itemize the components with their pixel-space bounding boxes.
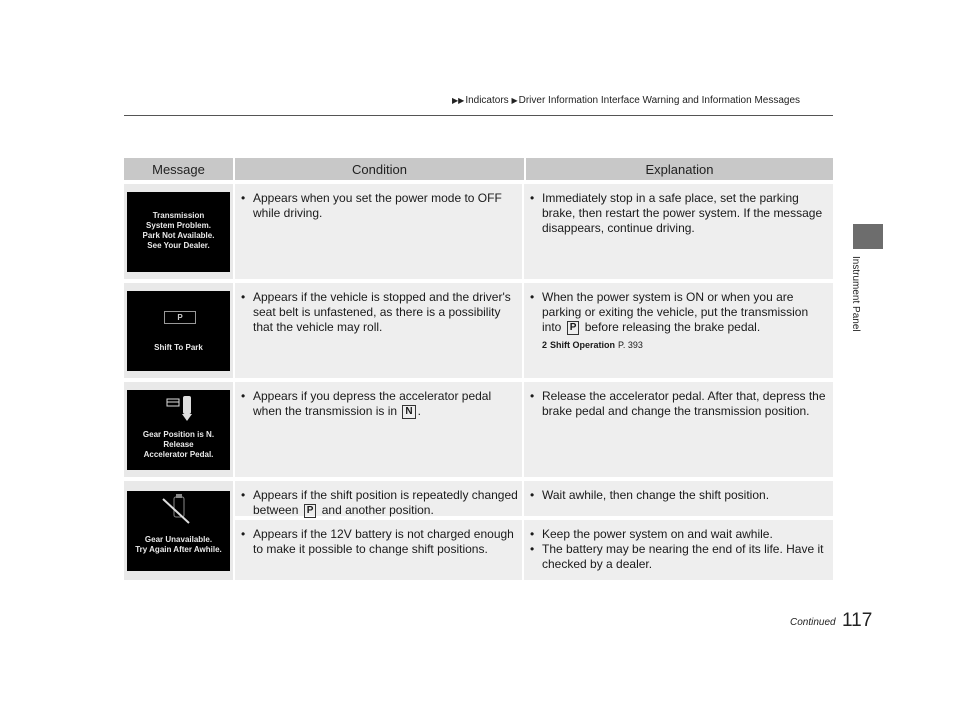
table-row (124, 382, 833, 477)
explanation-text: When the power system is ON or when you are parking or exiting the vehicle, put the transmission into (542, 290, 809, 334)
table-row (124, 184, 833, 279)
display-screen-image (127, 192, 230, 272)
display-screen-image (127, 291, 230, 371)
column-header-explanation: Explanation (645, 161, 714, 177)
explanation-text: The battery may be nearing the end of its life. Have it checked by a dealer. (542, 542, 824, 571)
condition-cell: • Appears if the vehicle is stopped and the driver's seat belt is unfastened, as there is a possibility that the vehicle may roll. (235, 283, 524, 378)
table-row (124, 481, 833, 580)
condition-text: Appears if you depress the accelerator pedal when the transmission is in (253, 389, 492, 418)
side-label: Instrument Panel (850, 256, 861, 332)
condition-cell: • Appears if you depress the accelerator pedal when the transmission is in N . (235, 382, 524, 477)
table-header (124, 158, 833, 180)
message-image-cell (124, 184, 235, 279)
condition-text: Appears if the shift position is repeatedly changed between (253, 488, 518, 517)
screen-text: Transmission System Problem. Park Not Available. See Your Dealer. (142, 210, 215, 250)
condition-cell: • Appears if the 12V battery is not charged enough to make it possible to change shift positions. (235, 520, 524, 580)
explanation-text-continued: before releasing the brake pedal. (584, 320, 761, 334)
condition-cell: • Appears if the shift position is repeatedly changed between P and another position. (235, 481, 524, 516)
condition-text: Appears if the 12V battery is not charged enough to make it possible to change shift positions. (253, 527, 514, 556)
column-header-condition: Condition (235, 158, 526, 180)
breadcrumb-item-section: Driver Information Interface Warning and Information Messages (518, 95, 801, 106)
triangle-icon: ▶ (511, 96, 518, 105)
message-table (124, 158, 833, 580)
screen-text: Gear Position is N. Release Accelerator Pedal. (142, 429, 215, 459)
condition-text-end: and another position. (321, 503, 434, 517)
section-tab-marker (853, 224, 883, 249)
gear-key-badge: P (567, 321, 580, 335)
park-indicator-box: P (164, 311, 196, 324)
continued-label: Continued (790, 617, 836, 628)
condition-text-end: . (417, 404, 421, 418)
double-triangle-icon: ▶▶ (452, 96, 465, 105)
gear-unavailable-icon (127, 491, 230, 536)
explanation-text: Keep the power system on and wait awhile. (542, 527, 773, 541)
screen-text: Gear Unavailable. Try Again After Awhile. (135, 534, 222, 554)
explanation-text: Release the accelerator pedal. After that, depress the brake pedal and change the transmission position. (542, 389, 826, 418)
breadcrumb (452, 95, 800, 106)
screen-text: Shift To Park (154, 342, 203, 352)
page-number: 117 (842, 610, 873, 631)
reference-arrow-icon: 2 (542, 340, 548, 350)
explanation-text: Wait awhile, then change the shift position. (542, 488, 770, 502)
table-subrow (235, 481, 833, 516)
header-rule (124, 115, 833, 116)
table-row (124, 283, 833, 378)
breadcrumb-item-indicators: Indicators (465, 95, 509, 106)
table-subrow (235, 520, 833, 580)
explanation-cell: • Release the accelerator pedal. After that, depress the brake pedal and change the transmission position. (524, 382, 833, 477)
message-image-cell (124, 481, 235, 580)
message-image-cell (124, 283, 235, 378)
gear-key-badge: N (402, 405, 415, 419)
display-screen-image (127, 390, 230, 470)
display-screen-image (127, 491, 230, 571)
condition-text: Appears if the vehicle is stopped and the driver's seat belt is unfastened, as there is a possibility that the vehicle may roll. (253, 290, 511, 334)
explanation-cell: • Immediately stop in a safe place, set the parking brake, then restart the power system. If the message disappears, continue driving. (524, 184, 833, 279)
cross-reference[interactable] (542, 338, 829, 353)
reference-title: Shift Operation (550, 340, 616, 350)
explanation-cell: • Wait awhile, then change the shift position. (524, 481, 833, 516)
explanation-cell: • Keep the power system on and wait awhile. • The battery may be nearing the end of its life. Have it checked by a dealer. (524, 520, 833, 580)
gear-key-badge: P (304, 504, 317, 518)
column-header-message: Message (124, 158, 235, 180)
condition-cell: • Appears when you set the power mode to OFF while driving. (235, 184, 524, 279)
condition-text: Appears when you set the power mode to OFF while driving. (253, 191, 502, 220)
explanation-text: Immediately stop in a safe place, set the parking brake, then restart the power system. If the message disappears, continue driving. (542, 191, 823, 235)
message-image-cell (124, 382, 235, 477)
reference-page: P. 393 (618, 340, 643, 350)
explanation-cell: • When the power system is ON or when you are parking or exiting the vehicle, put the transmission into P before releasing the brake pedal. 2 Shift Operation P. 393 (524, 283, 833, 378)
gear-pedal-icon (127, 390, 230, 430)
